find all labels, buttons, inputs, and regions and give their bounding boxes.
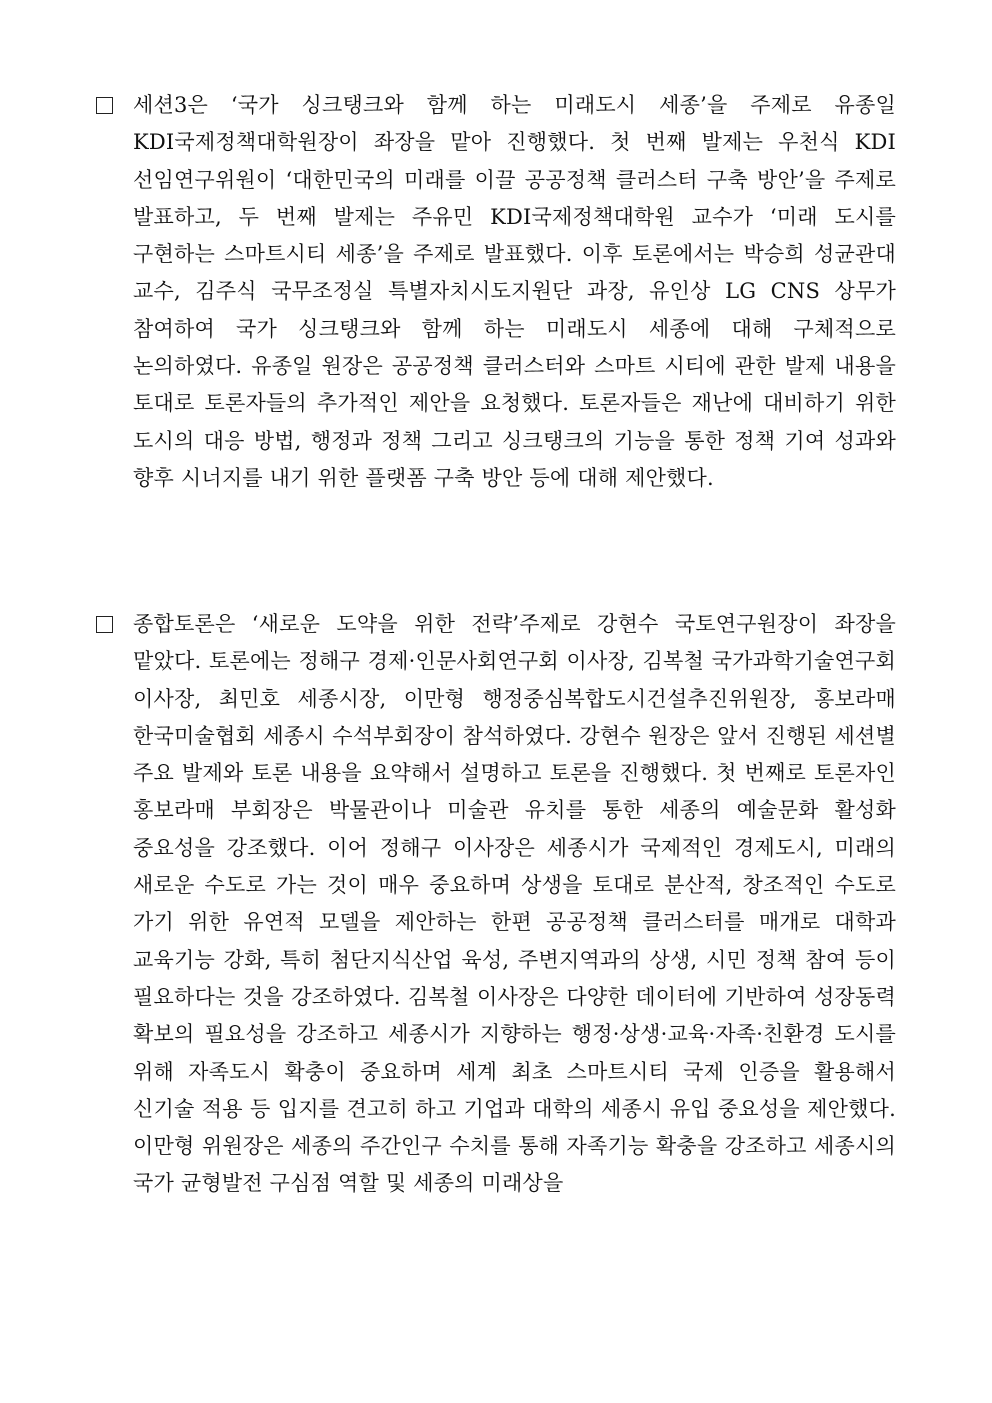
- paragraph-general-discussion: [96, 606, 896, 1203]
- paragraph-session3: [96, 87, 896, 497]
- checkbox-bullet-icon: [96, 97, 113, 114]
- checkbox-bullet-icon: [96, 616, 113, 633]
- paragraph-text: 세션3은 ‘국가 싱크탱크와 함께 하는 미래도시 세종’을 주제로 유종일 KDI국제정책대학원장이 좌장을 맡아 진행했다. 첫 번째 발제는 우천식 KDI 선임연구위원이 ‘대한민국의 미래를 이끌 공공정책 클러스터 구축 방안’을 주제로 발표하고, 두 번째 발제는 주유민 KDI국제정책대학원 교수가 ‘미래 도시를 구현하는 스마트시티 세종’을 주제로 발표했다. 이후 토론에서는 박승희 성균관대 교수, 김주식 국무조정실 특별자치시도지원단 과장, 유인상 LG CNS 상무가 참여하여 국가 싱크탱크와 함께 하는 미래도시 세종에 대해 구체적으로 논의하였다. 유종일 원장은 공공정책 클러스터와 스마트 시티에 관한 발제 내용을 토대로 토론자들의 추가적인 제안을 요청했다. 토론자들은 재난에 대비하기 위한 도시의 대응 방법, 행정과 정책 그리고 싱크탱크의 기능을 통한 정책 기여 성과와 향후 시너지를 내기 위한 플랫폼 구축 방안 등에 대해 제안했다.: [133, 93, 896, 490]
- paragraph-text: 종합토론은 ‘새로운 도약을 위한 전략’주제로 강현수 국토연구원장이 좌장을 맡았다. 토론에는 정해구 경제·인문사회연구회 이사장, 김복철 국가과학기술연구회 이사장, 최민호 세종시장, 이만형 행정중심복합도시건설추진위원장, 홍보라매 한국미술협회 세종시 수석부회장이 참석하였다. 강현수 원장은 앞서 진행된 세션별 주요 발제와 토론 내용을 요약해서 설명하고 토론을 진행했다. 첫 번째로 토론자인 홍보라매 부회장은 박물관이나 미술관 유치를 통한 세종의 예술문화 활성화 중요성을 강조했다. 이어 정해구 이사장은 세종시가 국제적인 경제도시, 미래의 새로운 수도로 가는 것이 매우 중요하며 상생을 토대로 분산적, 창조적인 수도로 가기 위한 유연적 모델을 제안하는 한편 공공정책 클러스터를 매개로 대학과 교육기능 강화, 특히 첨단지식산업 육성, 주변지역과의 상생, 시민 정책 참여 등이 필요하다는 것을 강조하였다. 김복철 이사장은 다양한 데이터에 기반하여 성장동력 확보의 필요성을 강조하고 세종시가 지향하는 행정·상생·교육·자족·친환경 도시를 위해 자족도시 확충이 중요하며 세계 최초 스마트시티 국제 인증을 활용해서 신기술 적용 등 입지를 견고히 하고 기업과 대학의 세종시 유입 중요성을 제안했다.이만형 위원장은 세종의 주간인구 수치를 통해 자족기능 확충을 강조하고 세종시의 국가 균형발전 구심점 역할 및 세종의 미래상을: [133, 612, 896, 1196]
